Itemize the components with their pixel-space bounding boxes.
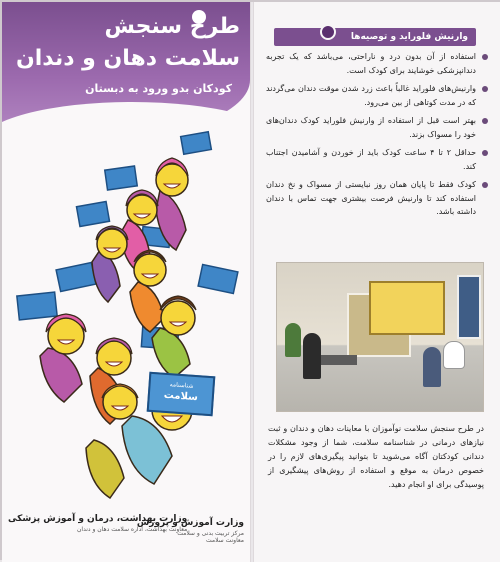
bullet-icon — [482, 150, 488, 156]
title-line-2: سلامت دهان و دندان — [15, 46, 240, 71]
list-item-text: بهتر است قبل از استفاده از وارنیش فلوراید کودک دندان‌های خود را مسواک بزند. — [266, 116, 476, 139]
bullet-icon — [482, 86, 488, 92]
closing-paragraph: در طرح سنجش سلامت نوآموزان با معاینات دهان و دندان و ثبت نیازهای درمانی در شناسنامه سلامت، شما از وجود مشکلات دندانی کودکتان آگاه می‌شوید تا بتوانید پیگیری‌های لازم را در خصوص درمان به موقع و استفاده از روش‌های پیشگیری از پوسیدگی برای او انجام دهید. — [268, 424, 484, 489]
org-health — [8, 514, 187, 533]
list-item — [266, 146, 488, 173]
child-figure — [423, 347, 441, 387]
health-card-sign-line-1: شناسنامه — [169, 381, 194, 390]
health-card-sign-line-2: سلامت — [163, 389, 199, 404]
list-item — [266, 50, 488, 77]
cover-panel — [2, 2, 250, 562]
cover-footer — [8, 512, 244, 556]
plant — [285, 323, 301, 357]
clinic-photo — [276, 262, 484, 412]
org-education-sub: مرکز تربیت بدنی و سلامت معاونت سلامت — [177, 530, 244, 544]
seated-parent — [303, 333, 321, 379]
section-title: وارنیش فلوراید و توصیه‌ها — [274, 28, 476, 46]
tooth-mascot — [443, 341, 465, 369]
org-health-name: وزارت بهداشت، درمان و آموزش پزشکی — [8, 514, 188, 524]
bench — [317, 355, 357, 365]
list-item-text: وارنیش‌های فلوراید غالباً باعث زرد شدن موقت دندان می‌گردند که در مدت کوتاهی از بین می‌رود. — [266, 84, 476, 107]
bullet-icon — [482, 118, 488, 124]
list-item-text: حداقل ۲ تا ۴ ساعت کودک باید از خوردن و آشامیدن اجتناب کند. — [266, 148, 477, 171]
org-education-name: وزارت آموزش و پرورش — [136, 518, 244, 528]
health-card-sign — [147, 372, 216, 417]
section-title-dot-icon — [320, 24, 336, 40]
title-line-1: طرح سنجش — [104, 14, 240, 39]
recommendation-list — [266, 50, 488, 224]
info-panel — [254, 2, 500, 562]
list-item — [266, 178, 488, 219]
bullet-icon — [482, 54, 488, 60]
bullet-icon — [482, 182, 488, 188]
list-item-text: کودک فقط تا پایان همان روز نبایستی از مسواک و نخ دندان استفاده کند تا وارنیش فرصت بیشتری جهت تماس با دندان داشته باشد. — [266, 180, 476, 216]
list-item-text: استفاده از آن بدون درد و ناراحتی، می‌باشد که یک تجربه دندانپزشکی خوشایند برای کودک است. — [266, 52, 476, 75]
org-health-sub: معاونت بهداشت، اداره سلامت دهان و دندان — [77, 526, 188, 533]
poster-board — [369, 281, 445, 335]
wall-frame — [457, 275, 481, 339]
list-item — [266, 114, 488, 141]
subtitle: کودکان بدو ورود به دبستان — [85, 82, 232, 95]
list-item — [266, 82, 488, 109]
children-illustration — [2, 110, 250, 530]
